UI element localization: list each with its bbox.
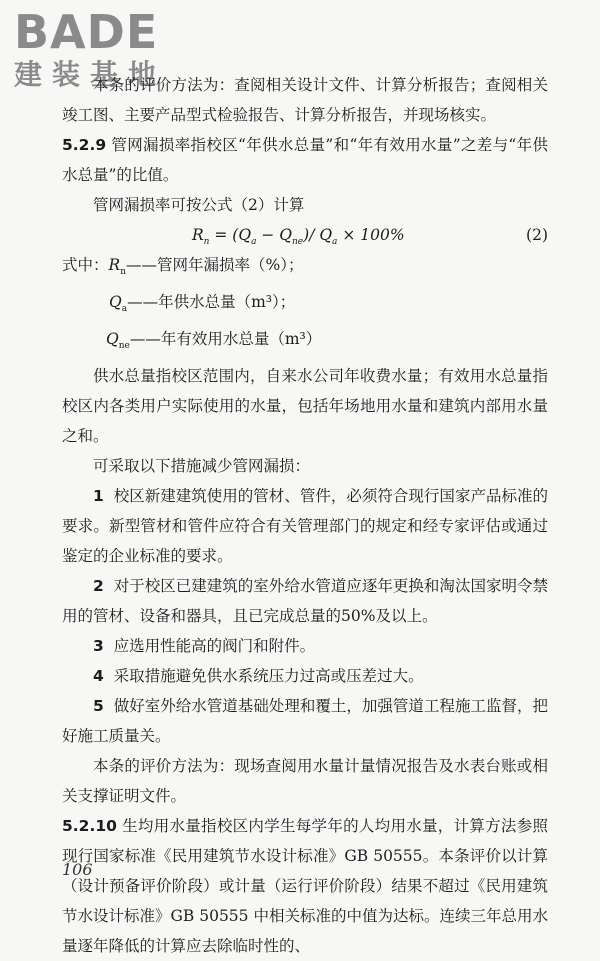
page-number: 106 xyxy=(62,860,93,879)
paragraph-measures-intro: 可采取以下措施减少管网漏损： xyxy=(93,457,311,476)
definition-rn: 式中：$R_n——$管网年漏损率（%）； xyxy=(62,256,304,278)
paragraph-supply-definition: 供水总量指校区范围内，自来水公司年收费水量；有效用水总量指校区内各类用户实际使用的水量，包括年场地用水量和建筑内部用水量之和。 xyxy=(62,367,548,446)
section-text: 管网漏损率指校区“年供水总量”和“年有效用水量”之差与“年供水总量”的比值。 xyxy=(62,136,548,184)
section-5-2-10 xyxy=(62,811,548,961)
list-item-2: 2 对于校区已建建筑的室外给水管道应逐年更换和淘汰国家明令禁用的管材、设备和器具，且已完成总量的50%及以上。 xyxy=(62,577,548,626)
section-number: 5.2.10 xyxy=(62,817,117,836)
paragraph-evaluation-method-2: 本条的评价方法为：现场查阅用水量计量情况报告及水表台账或相关支撑证明文件。 xyxy=(62,757,548,806)
definition-qa: $Q_a——$年供水总量（m³）； xyxy=(109,293,296,315)
list-item-5: 5 做好室外给水管道基础处理和覆土，加强管道工程施工监督，把好施工质量关。 xyxy=(62,697,548,746)
section-text: 生均用水量指校区内学生每学年的人均用水量，计算方法参照现行国家标准《民用建筑节水设计标准》GB 50555。本条评价以计算（设计预备评价阶段）或计量（运行评价阶段）结果不超过《民用建筑节水设计标准》GB 50555 中相关标准的中值为达标。连续三年总用水量逐年降低的计算应去除临时性的、 xyxy=(62,817,548,956)
section-number: 5.2.9 xyxy=(62,136,107,154)
document-body xyxy=(62,70,548,961)
section-5-2-9 xyxy=(62,130,548,190)
formula-expression: $R_n = (Q_a - Q_{ne})/$ $Q_a \times 100\%$ xyxy=(192,226,405,248)
paragraph-evaluation-method-1: 本条的评价方法为：查阅相关设计文件、计算分析报告；查阅相关竣工图、主要产品型式检验报告、计算分析报告，并现场核实。 xyxy=(62,76,548,124)
list-item-3: 3 应选用性能高的阀门和附件。 xyxy=(93,637,316,656)
formula-number: (2) xyxy=(526,226,548,244)
formula-line xyxy=(62,220,548,250)
list-item-4: 4 采取措施避免供水系统压力过高或压差过大。 xyxy=(93,667,424,686)
logo-word: BADE xyxy=(14,5,159,59)
formula-intro: 管网漏损率可按公式（2）计算 xyxy=(93,196,305,214)
logo-subtitle: 建装基地 xyxy=(14,58,167,91)
list-item-1: 1 校区新建建筑使用的管材、管件，必须符合现行国家产品标准的要求。新型管材和管件应符合有关管理部门的规定和经专家评估或通过鉴定的企业标准的要求。 xyxy=(62,487,548,566)
definition-qne: $Q_{ne}——$年有效用水总量（m³） xyxy=(106,330,322,352)
